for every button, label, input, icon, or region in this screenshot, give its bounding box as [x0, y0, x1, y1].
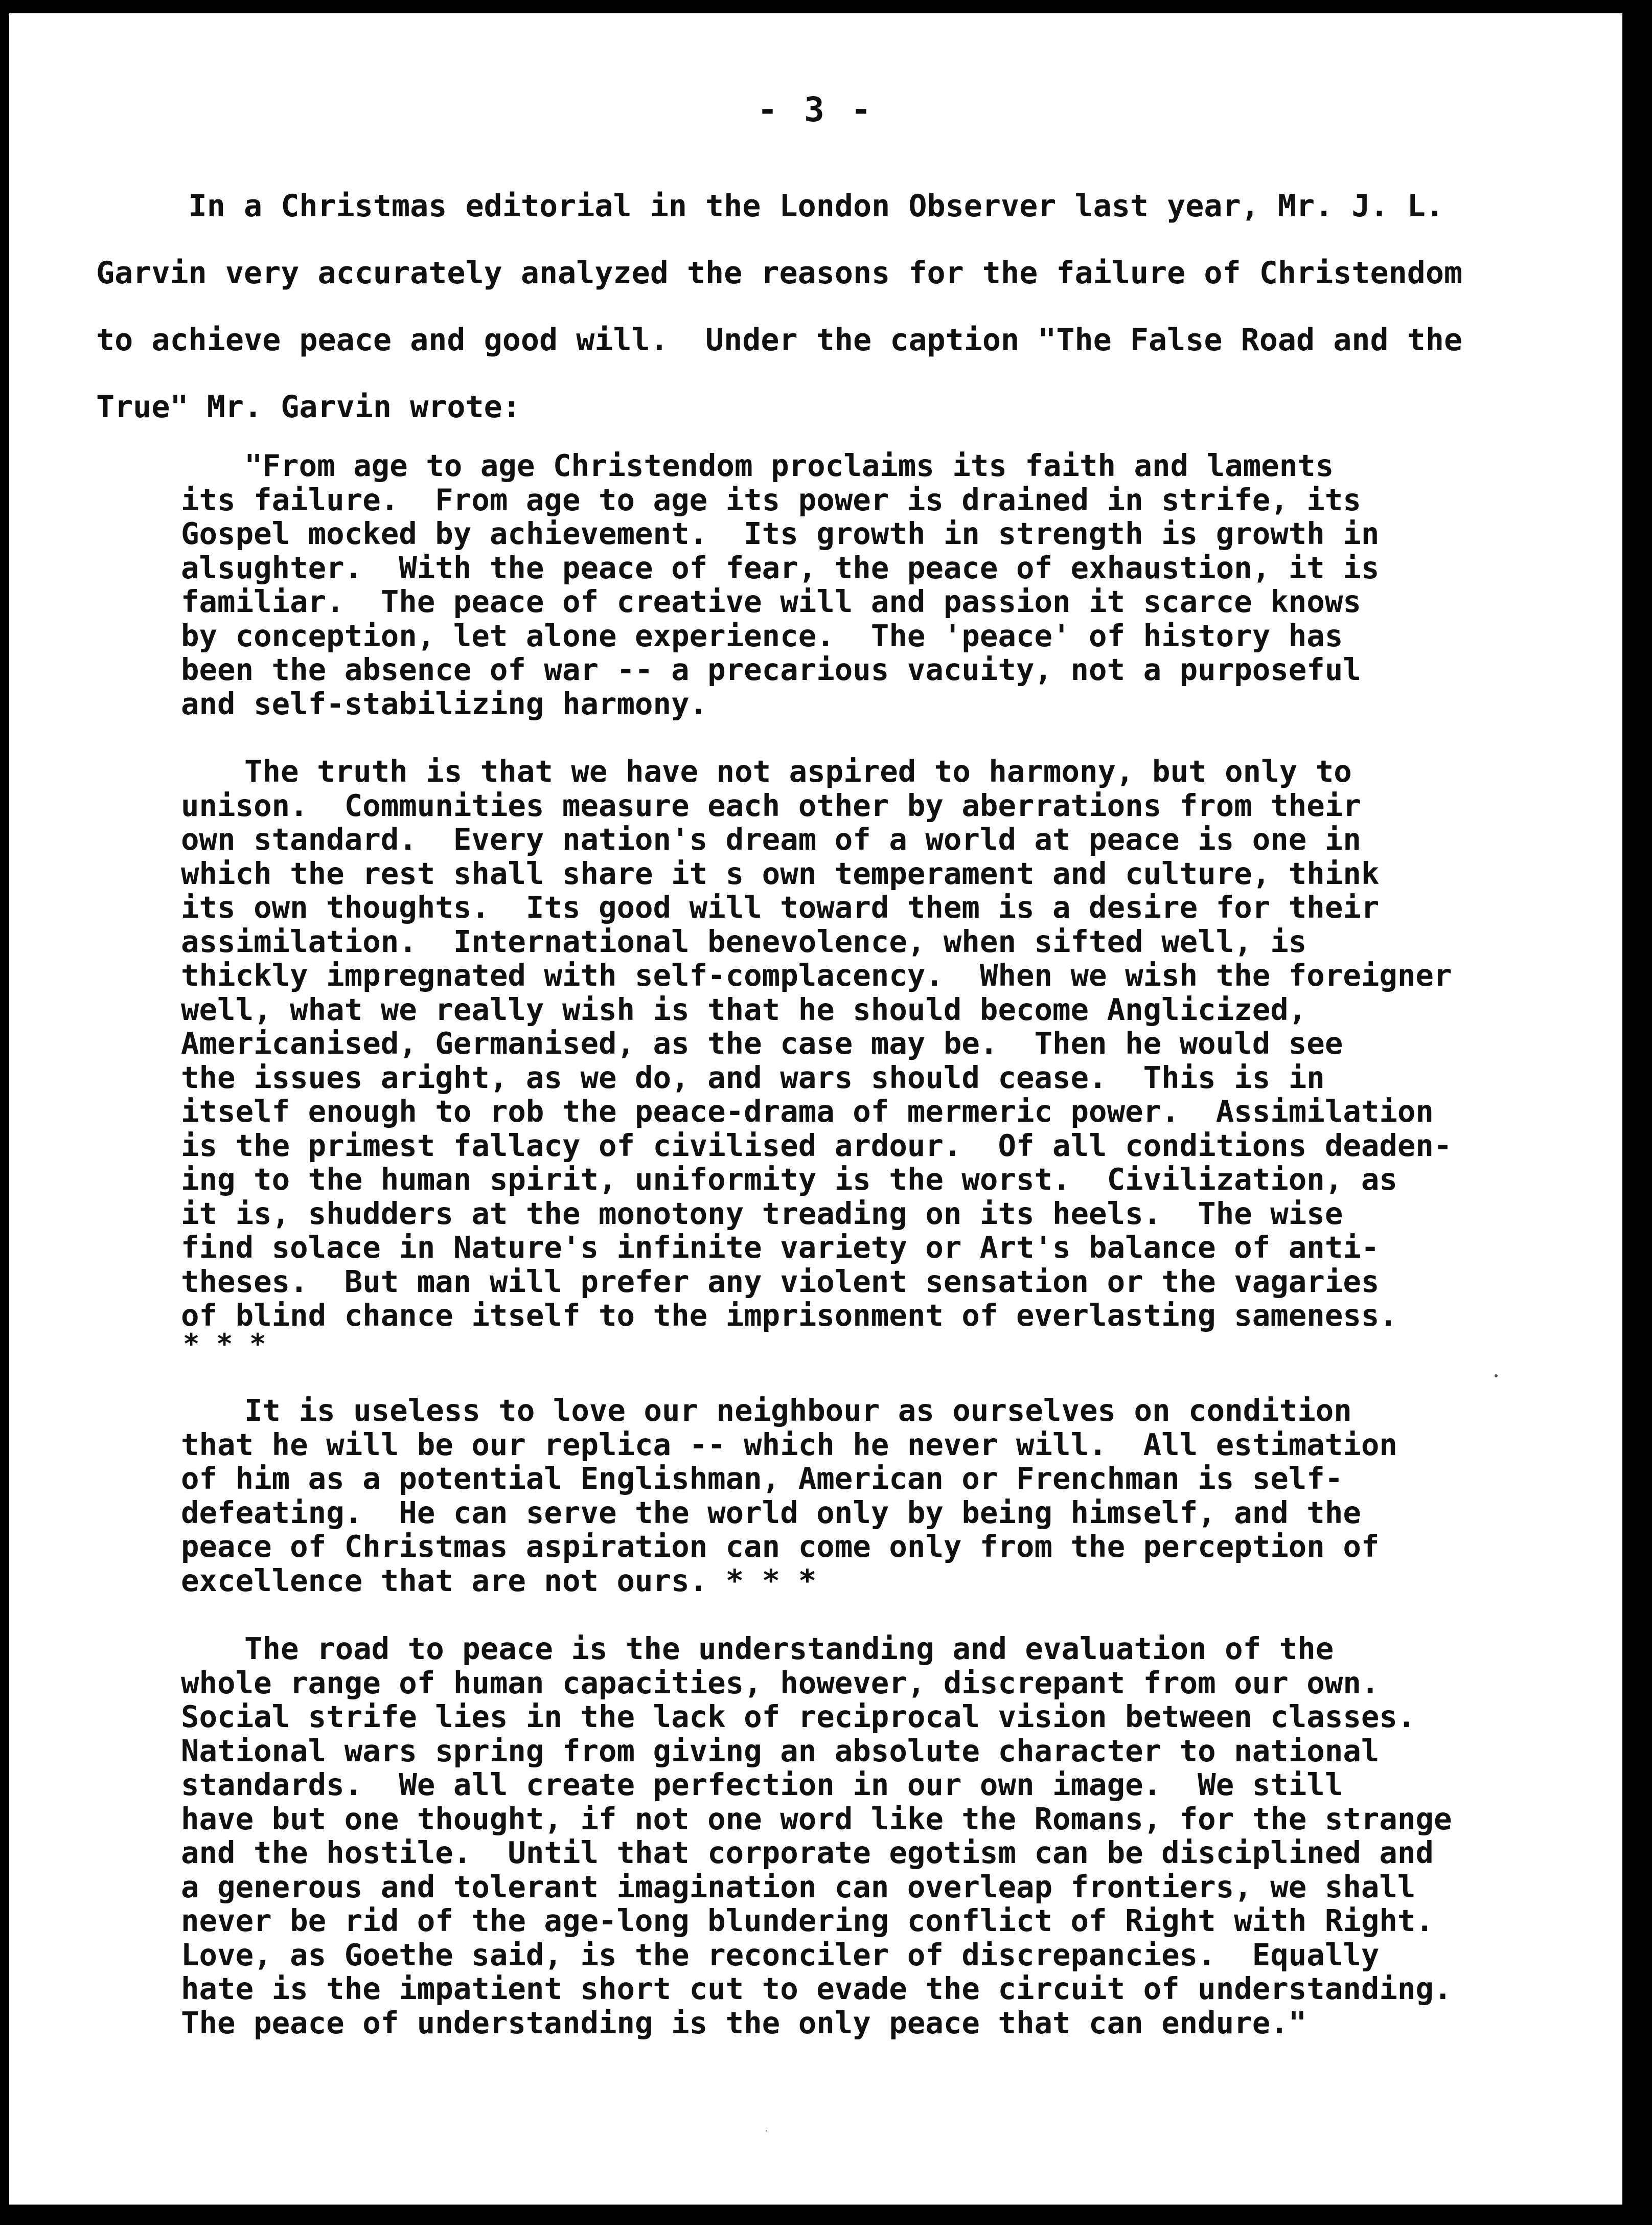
quote-line: theses. But man will prefer any violent sensation or the vagaries — [181, 1263, 1380, 1299]
quote-line: its failure. From age to age its power is drained in strife, its — [181, 482, 1361, 517]
quote-paragraph-2 — [181, 754, 1561, 1360]
quote-line: have but one thought, if not one word like the Romans, for the strange — [181, 1801, 1452, 1836]
quote-paragraph-4 — [181, 1632, 1561, 2040]
quote-line: itself enough to rob the peace-drama of mermeric power. Assimilation — [181, 1094, 1434, 1129]
quote-line: of blind chance itself to the imprisonment of everlasting sameness. — [181, 1298, 1397, 1333]
quote-line: defeating. He can serve the world only by being himself, and the — [181, 1494, 1361, 1530]
quote-line: alsughter. With the peace of fear, the peace of exhaustion, it is — [181, 550, 1380, 585]
quote-line: own standard. Every nation's dream of a world at peace is one in — [181, 822, 1361, 857]
quote-line: by conception, let alone experience. The 'peace' of history has — [181, 618, 1343, 653]
quote-line: of him as a potential Englishman, American or Frenchman is self- — [181, 1461, 1343, 1496]
quote-line: Gospel mocked by achievement. Its growth in strength is growth in — [181, 516, 1380, 551]
quote-line: is the primest fallacy of civilised ardour. Of all conditions deaden- — [181, 1127, 1452, 1163]
page-number: - 3 - — [757, 90, 875, 129]
quote-line: assimilation. International benevolence, when sifted well, is — [181, 923, 1307, 959]
paper-speck — [1495, 1374, 1498, 1377]
quote-line: its own thoughts. Its good will toward them is a desire for their — [181, 890, 1380, 925]
quote-line: Social strife lies in the lack of reciprocal vision between classes. — [181, 1699, 1416, 1734]
intro-line: In a Christmas editorial in the London Observer last year, Mr. J. L. — [96, 188, 1444, 224]
quote-line: familiar. The peace of creative will and passion it scarce knows — [181, 584, 1361, 619]
quote-line: peace of Christmas aspiration can come only from the perception of — [181, 1529, 1380, 1564]
quote-line: It is useless to love our neighbour as ourselves on condition — [244, 1393, 1352, 1428]
quote-line: find solace in Nature's infinite variety or Art's balance of anti- — [181, 1230, 1380, 1265]
quote-line: ing to the human spirit, uniformity is the worst. Civilization, as — [181, 1162, 1397, 1197]
section-break-stars: * * * — [183, 1327, 266, 1360]
quote-paragraph-1 — [181, 449, 1561, 721]
quote-line: The truth is that we have not aspired to harmony, but only to — [244, 754, 1352, 789]
quote-line: unison. Communities measure each other by aberrations from their — [181, 787, 1361, 823]
document-page — [9, 13, 1622, 2205]
quote-line: The peace of understanding is the only peace that can endure." — [181, 2005, 1307, 2040]
quote-line: that he will be our replica -- which he never will. All estimation — [181, 1426, 1397, 1462]
quote-line: hate is the impatient short cut to evade the circuit of understanding. — [181, 1971, 1452, 2006]
intro-paragraph — [96, 173, 1553, 441]
quote-line: which the rest shall share it s own temperament and culture, think — [181, 855, 1380, 891]
quote-line: and the hostile. Until that corporate egotism can be disciplined and — [181, 1835, 1434, 1870]
quote-line: the issues aright, as we do, and wars should cease. This is in — [181, 1059, 1325, 1095]
quote-line: been the absence of war -- a precarious vacuity, not a purposeful — [181, 652, 1361, 687]
quote-line: thickly impregnated with self-complacency. When we wish the foreigner — [181, 958, 1452, 993]
quote-line: standards. We all create perfection in our own image. We still — [181, 1767, 1343, 1802]
quote-line: "From age to age Christendom proclaims its faith and laments — [244, 448, 1334, 483]
quote-line: Americanised, Germanised, as the case may be. Then he would see — [181, 1026, 1343, 1061]
quote-line: excellence that are not ours. * * * — [181, 1562, 817, 1598]
intro-line: True" Mr. Garvin wrote: — [96, 389, 521, 425]
quote-line: The road to peace is the understanding and evaluation of the — [244, 1631, 1334, 1666]
paper-speck — [766, 2130, 767, 2131]
quote-line: whole range of human capacities, however, discrepant from our own. — [181, 1665, 1380, 1700]
quote-line: a generous and tolerant imagination can overleap frontiers, we shall — [181, 1869, 1416, 1904]
quote-line: Love, as Goethe said, is the reconciler of discrepancies. Equally — [181, 1937, 1380, 1972]
quote-paragraph-3 — [181, 1394, 1561, 1598]
quote-line: well, what we really wish is that he should become Anglicized, — [181, 991, 1307, 1027]
quote-line: it is, shudders at the monotony treading on its heels. The wise — [181, 1195, 1343, 1231]
quote-line: National wars spring from giving an absolute character to national — [181, 1733, 1380, 1768]
intro-line: Garvin very accurately analyzed the reasons for the failure of Christendom — [96, 255, 1463, 291]
quote-line: and self-stabilizing harmony. — [181, 686, 708, 721]
intro-line: to achieve peace and good will. Under the caption "The False Road and the — [96, 322, 1463, 358]
quote-line: never be rid of the age-long blundering conflict of Right with Right. — [181, 1903, 1434, 1938]
